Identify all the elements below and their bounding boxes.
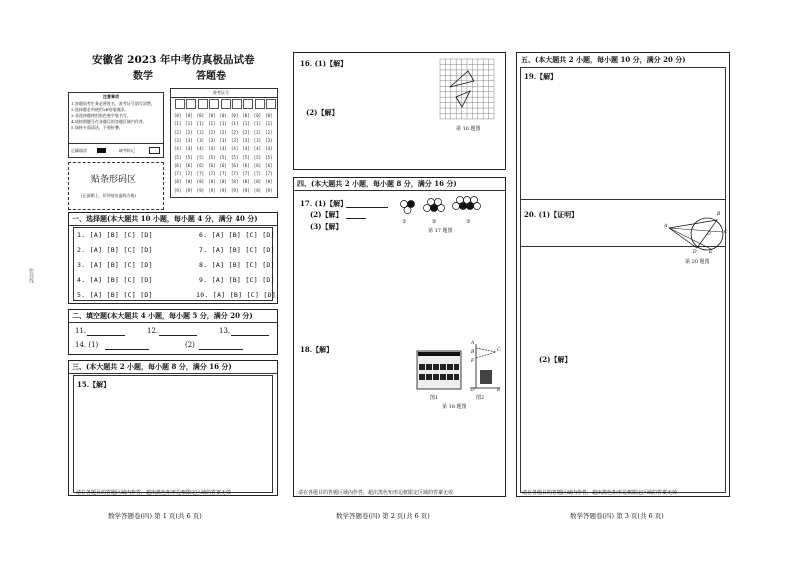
q12-label: 12. [147,327,159,335]
absent-mark-label: 缺考标记 [119,148,135,153]
q18-point-label: D [471,388,475,393]
section-2-title: 二、填空题(本大题共 4 小题，每小题 5 分，满分 20 分) [69,310,277,323]
exam-number-bubble[interactable]: [1] [265,121,273,127]
section-fill-in [68,309,278,355]
exam-number-bubble[interactable]: [9] [185,187,193,193]
section-5 [516,52,730,497]
q18-point-label: C [497,348,501,353]
choice-row[interactable]: 6. [A] [B] [C] [D] [199,231,275,239]
exam-number-bubble[interactable]: [0] [265,113,273,118]
exam-number-bubble[interactable]: [2] [265,129,273,135]
q18-figure-1 [416,350,462,394]
exam-number-bubble[interactable]: [8] [208,179,216,185]
exam-number-bubble[interactable]: [0] [219,113,227,118]
exam-number-bubble[interactable]: [7] [253,171,262,177]
q20-point-label: O [707,232,711,237]
exam-number-bubble[interactable]: [9] [242,187,250,193]
exam-number-bubble[interactable]: [6] [219,162,227,168]
exam-number-bubble[interactable]: [9] [196,187,205,193]
choice-row[interactable]: 1. [A] [B] [C] [D] [77,231,153,239]
exam-number-bubble[interactable]: [3] [174,137,182,143]
q17-2-answer-line[interactable] [346,218,366,219]
exam-number-bubble[interactable]: [0] [196,113,205,118]
page-3-footer: 数学答题卷(四) 第 3 页(共 6 页) [570,512,664,520]
sheet-label: 答题卷 [196,71,226,82]
exam-number-bubble[interactable]: [4] [174,146,182,152]
choice-row[interactable]: 2. [A] [B] [C] [D] [77,246,153,254]
exam-number-write-cell[interactable] [255,99,265,109]
exam-number-write-cell[interactable] [221,99,231,109]
exam-number-bubble[interactable]: [7] [185,171,193,177]
notice-item: 2.选择题必须使用2B铅笔填涂。 [71,107,129,112]
exam-number-bubble[interactable]: [3] [231,137,239,143]
q18-point-label: E [497,388,501,393]
q17-3-label: (3)【解】 [310,222,343,231]
exam-number-bubble[interactable]: [2] [253,129,262,135]
section-multiple-choice [68,212,278,304]
exam-number-label: 准考证号 [213,90,229,95]
q20-point-label: A [664,224,668,229]
exam-number-bubble[interactable]: [1] [174,121,182,127]
exam-number-bubble[interactable]: [7] [219,171,227,177]
q13-label: 13. [219,327,231,335]
exam-number-bubble[interactable]: [8] [174,179,182,185]
q16-grid-figure [438,57,496,123]
fill-example-label: 正确填涂 [71,148,87,153]
choice-row[interactable]: 5. [A] [B] [C] [D] [77,291,153,299]
exam-number-bubble[interactable]: [4] [196,146,205,152]
q19-label: 19.【解】 [524,72,558,81]
notice-item: 5.保持卡面清洁，不要折叠。 [71,125,123,130]
exam-number-bubble[interactable]: [7] [242,171,250,177]
exam-number-bubble[interactable]: [4] [265,146,273,152]
exam-number-bubble[interactable]: [8] [231,179,239,185]
notice-title: 注意事项 [103,94,119,99]
q18-point-label: F [471,359,475,364]
section-4-title: 四、(本大题共 2 小题，每小题 8 分，满分 16 分) [294,178,505,191]
exam-number-bubble[interactable]: [5] [253,154,262,160]
exam-number-bubble[interactable]: [9] [208,187,216,193]
exam-number-bubble[interactable]: [3] [196,137,205,143]
exam-number-bubble[interactable]: [0] [185,113,193,118]
q17-1-label: 17. (1)【解】 [300,199,348,208]
q18-point-label: B [471,350,475,355]
exam-number-bubble[interactable]: [6] [231,162,239,168]
exam-number-bubble[interactable]: [6] [242,162,250,168]
exam-number-bubble[interactable]: [4] [208,146,216,152]
section-3 [68,360,278,496]
q15-label: 15.【解】 [77,380,111,389]
q20-point-label: C [724,230,728,235]
exam-number-bubble[interactable]: [1] [253,121,262,127]
q20-figure-caption: 第 20 题图 [685,259,710,265]
barcode-label: 贴条形码区 [91,175,137,185]
exam-number-bubble[interactable]: [0] [253,113,262,118]
exam-number-bubble[interactable]: [1] [185,121,193,127]
notice-box [68,92,164,158]
choice-row[interactable]: 4. [A] [B] [C] [D] [77,276,153,284]
choice-grid [73,227,277,301]
barcode-area [68,162,164,210]
q17-fig-label-2: ② [432,219,437,225]
q20-2-label: (2)【解】 [539,355,572,364]
box-warning: 请在各题目的答题区域内作答，超出黑色矩形边框限定区域的答案无效 [522,490,678,496]
exam-number-bubble[interactable]: [2] [185,129,193,135]
exam-number-bubble[interactable]: [0] [208,113,216,118]
exam-number-bubble[interactable]: [0] [231,113,239,118]
exam-number-bubble[interactable]: [9] [265,187,273,193]
exam-number-bubble[interactable]: [5] [219,154,227,160]
section-5-title: 五、(本大题共 2 小题，每小题 10 分，满分 20 分) [521,55,686,64]
q16-2-label: (2)【解】 [306,108,339,117]
exam-number-box [170,88,278,198]
exam-number-bubble[interactable]: [8] [196,179,205,185]
exam-number-bubble[interactable]: [4] [231,146,239,152]
choice-row[interactable]: 7. [A] [B] [C] [D] [199,246,275,254]
exam-number-bubble[interactable]: [3] [219,137,227,143]
exam-number-bubble[interactable]: [5] [208,154,216,160]
exam-number-bubble[interactable]: [6] [196,162,205,168]
exam-number-bubble[interactable]: [8] [219,179,227,185]
section-1-title: 一、选择题(本大题共 10 小题，每小题 4 分，满分 40 分) [69,213,277,226]
section-3-title: 三、(本大题共 2 小题，每小题 8 分，满分 16 分) [69,361,277,374]
choice-row[interactable]: 8. [A] [B] [C] [D] [199,261,275,269]
side-margin-label: 密封线 [28,268,34,283]
exam-number-bubble[interactable]: [7] [196,171,205,177]
q11-answer-line[interactable] [87,335,125,336]
notice-item: 1.答题前考生务必将姓名、准考证号填写清楚。 [71,101,155,106]
q13-answer-line[interactable] [231,335,269,336]
notice-item: 4.请按照题号在各题目的答题区域内作答。 [71,119,147,124]
exam-number-write-cell[interactable] [266,99,276,109]
q20-point-label: E [709,250,713,255]
q17-1-answer-line[interactable] [346,207,388,208]
exam-number-write-cell[interactable] [209,99,219,109]
exam-number-bubble[interactable]: [8] [242,179,250,185]
q14-label: 14. (1) [75,341,99,349]
q14-2-label: (2) [185,341,195,349]
notice-item: 3.非选择题使用黑色签字笔书写。 [71,113,131,118]
exam-title: 安徽省 2023 年中考仿真极品试卷 [92,54,255,66]
q18-fig2-label: 图2 [476,395,485,401]
q20-point-label: D [693,250,697,255]
q17-fig-label-1: ① [402,219,407,225]
exam-number-write-cell[interactable] [243,99,253,109]
page-1-footer: 数学答题卷(四) 第 1 页(共 6 页) [108,512,202,520]
exam-number-bubble[interactable]: [5] [265,154,273,160]
exam-number-write-cell[interactable] [175,99,185,109]
exam-number-bubble[interactable]: [5] [185,154,193,160]
exam-number-bubble[interactable]: [6] [185,162,193,168]
section-4 [293,177,506,497]
exam-number-bubble[interactable]: [6] [253,162,262,168]
q17-2-label: (2)【解】 [310,210,343,219]
exam-number-bubble[interactable]: [4] [253,146,262,152]
exam-number-bubble[interactable]: [3] [265,137,273,143]
exam-number-bubble[interactable]: [7] [174,171,182,177]
exam-number-bubble[interactable]: [7] [231,171,239,177]
choice-row[interactable]: 3. [A] [B] [C] [D] [77,261,153,269]
exam-number-bubble[interactable]: [5] [196,154,205,160]
exam-number-bubble[interactable]: [9] [231,187,239,193]
exam-number-bubble[interactable]: [4] [219,146,227,152]
q12-answer-line[interactable] [159,335,197,336]
barcode-note: (正面朝上，切勿贴出虚线方框) [81,193,137,198]
q18-figure-caption: 第 18 题图 [442,404,467,410]
q18-point-label: A [471,341,475,346]
exam-number-bubble[interactable]: [8] [185,179,193,185]
exam-number-bubble[interactable]: [9] [219,187,227,193]
absent-checkbox[interactable] [149,147,160,154]
exam-number-bubble[interactable]: [3] [185,137,193,143]
exam-number-bubble[interactable]: [4] [242,146,250,152]
q20-point-label: B [717,212,721,217]
exam-number-bubble[interactable]: [7] [265,171,273,177]
q11-label: 11. [75,327,87,335]
exam-number-write-cell[interactable] [186,99,196,109]
exam-number-bubble[interactable]: [6] [265,162,273,168]
exam-number-bubble[interactable]: [3] [253,137,262,143]
exam-number-write-cell[interactable] [232,99,242,109]
exam-number-bubble[interactable]: [0] [242,113,250,118]
q20-1-label: 20. (1)【证明】 [524,210,579,219]
exam-number-bubble[interactable]: [1] [231,121,239,127]
exam-number-bubble[interactable]: [9] [253,187,262,193]
exam-number-bubble[interactable]: [3] [242,137,250,143]
q14-2-answer-line[interactable] [199,349,243,350]
q15-answer-area[interactable] [73,375,273,493]
q17-figure-caption: 第 17 题图 [428,228,453,234]
exam-number-bubble[interactable]: [2] [196,129,205,135]
choice-row[interactable]: 10. [A] [B] [C] [D] [196,291,277,299]
exam-number-bubble[interactable]: [9] [174,187,182,193]
exam-number-bubble[interactable]: [1] [208,121,216,127]
q20-circle-figure [661,206,728,256]
exam-number-bubble[interactable]: [1] [196,121,205,127]
exam-number-write-cell[interactable] [198,99,208,109]
q16-answer-area[interactable] [293,52,506,170]
q17-fig-label-3: ③ [466,219,471,225]
choice-row[interactable]: 9. [A] [B] [C] [D] [199,276,275,284]
q18-label: 18.【解】 [300,345,334,354]
q20-answer-area[interactable] [520,199,726,493]
exam-number-bubble[interactable]: [1] [242,121,250,127]
exam-number-bubble[interactable]: [3] [208,137,216,143]
q18-fig1-label: 图1 [430,395,439,401]
exam-number-bubble[interactable]: [5] [174,154,182,160]
exam-number-bubble[interactable]: [2] [219,129,227,135]
exam-number-bubble[interactable]: [6] [174,162,182,168]
exam-number-bubble[interactable]: [8] [253,179,262,185]
exam-number-bubble[interactable]: [5] [231,154,239,160]
box-warning: 请在各题目的答题区域内作答，超出黑色矩形边框限定区域的答案无效 [298,490,454,496]
exam-number-bubble[interactable]: [2] [242,129,250,135]
exam-number-bubble[interactable]: [8] [265,179,273,185]
exam-number-bubble[interactable]: [0] [174,113,182,118]
exam-number-bubble[interactable]: [4] [185,146,193,152]
filled-mark-icon [97,148,106,153]
exam-number-bubble[interactable]: [2] [208,129,216,135]
exam-number-bubble[interactable]: [5] [242,154,250,160]
subject-label: 数学 [133,71,153,82]
q16-1-label: 16. (1)【解】 [300,59,348,68]
exam-number-bubble[interactable]: [7] [208,171,216,177]
box-warning: 请在各题目的答题区域内作答，超出黑色矩形边框限定区域的答案无效 [76,490,232,496]
page-2-footer: 数学答题卷(四) 第 2 页(共 6 页) [336,512,430,520]
exam-number-bubble[interactable]: [2] [231,129,239,135]
q16-figure-caption: 第 16 题图 [456,126,481,132]
exam-number-bubble[interactable]: [6] [208,162,216,168]
exam-number-bubble[interactable]: [2] [174,129,182,135]
exam-number-bubble[interactable]: [1] [219,121,227,127]
q14-1-answer-line[interactable] [105,349,149,350]
